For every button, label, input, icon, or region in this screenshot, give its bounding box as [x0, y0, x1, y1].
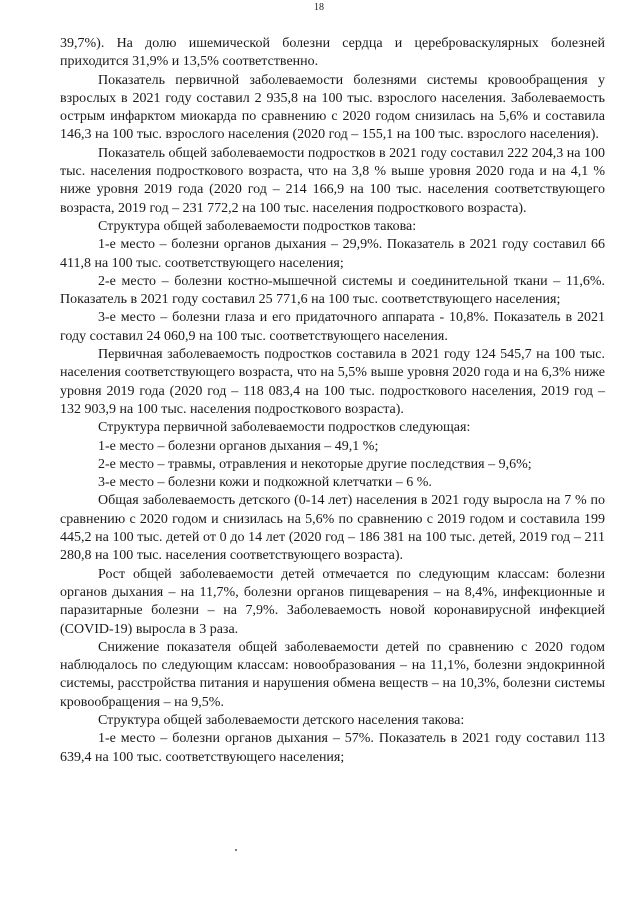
paragraph-adolescent-structure-heading: Структура общей заболеваемости подростков такова:: [98, 218, 417, 234]
paragraph-children-growth-classes: Рост общей заболеваемости детей отмечается по следующим классам: болезни органов дыхания – на 11,7%, болезни органов пищеварения – на 8,4%, инфекционные и паразитарные болезни – на 7,9%. Заболеваемость новой коронавирусной инфекцией (COVID-19) выросла в 3 раза.: [60, 566, 605, 637]
paragraph-circulatory-incidence: Показатель первичной заболеваемости болезнями системы кровообращения у взрослых в 2021 году составил 2 935,8 на 100 тыс. взрослого населения. Заболеваемость острым инфарктом миокарда по сравнению с 2020 годом снизилась на 5,6% и составила 146,3 на 100 тыс. взрослого населения (2020 год – 155,1 на 100 тыс. взрослого населения).: [60, 72, 605, 143]
paragraph-children-rank-1: 1-е место – болезни органов дыхания – 57%. Показатель в 2021 году составил 113 639,4 на 100 тыс. соответствующего населения;: [60, 731, 605, 765]
paragraph-continuation: 39,7%). На долю ишемической болезни сердца и цереброваскулярных болезней приходится 31,9% и 13,5% соответственно.: [60, 36, 605, 70]
paragraph-adolescent-rank-2: 2-е место – болезни костно-мышечной системы и соединительной ткани – 11,6%. Показатель в 2021 году составил 25 771,6 на 100 тыс. соответствующего населения;: [60, 273, 605, 308]
paragraph-primary-rank-3: 3-е место – болезни кожи и подкожной клетчатки – 6 %.: [98, 475, 432, 491]
paragraph-adolescent-rank-1: 1-е место – болезни органов дыхания – 29,9%. Показатель в 2021 году составил 66 411,8 на 100 тыс. соответствующего населения;: [60, 237, 605, 271]
paragraph-primary-rank-2: 2-е место – травмы, отравления и некоторые другие последствия – 9,6%;: [98, 456, 532, 472]
paragraph-primary-rank-1: 1-е место – болезни органов дыхания – 49,1 %;: [98, 438, 379, 454]
paragraph-adolescent-rank-3: 3-е место – болезни глаза и его придаточного аппарата - 10,8%. Показатель в 2021 году составил 24 060,9 на 100 тыс. соответствующего населения.: [60, 310, 605, 344]
paragraph-adolescent-primary-morbidity: Первичная заболеваемость подростков составила в 2021 году 124 545,7 на 100 тыс. населения соответствующего возраста, что на 5,5% выше уровня 2020 года и на 6,3% ниже уровня 2019 года (2020 год – 118 083,4 на 100 тыс. подросткового населения, 2019 год – 132 903,9 на 100 тыс. населения подросткового возраста).: [60, 347, 605, 417]
document-body: [60, 35, 605, 767]
paragraph-children-structure-heading: Структура общей заболеваемости детского населения такова:: [98, 712, 465, 728]
paragraph-primary-structure-heading: Структура первичной заболеваемости подростков следующая:: [98, 420, 471, 436]
paragraph-children-general-morbidity: Общая заболеваемость детского (0-14 лет) населения в 2021 году выросла на 7 % по сравнению с 2020 годом и снизилась на 5,6% по сравнению с 2019 годом и составила 199 445,2 на 100 тыс. детей от 0 до 14 лет (2020 год – 186 381 на 100 тыс. детей, 2019 год – 211 280,8 на 100 тыс. населения соответствующего возраста).: [60, 493, 605, 564]
paragraph-children-decline-classes: Снижение показателя общей заболеваемости детей по сравнению с 2020 годом наблюдалось по следующим классам: новообразования – на 11,1%, болезни эндокринной системы, расстройства питания и нарушения обмена веществ – на 10,3%, болезни системы кровообращения – на 9,5%.: [60, 639, 605, 710]
page-number: 18: [314, 2, 324, 13]
scan-speck: [235, 849, 237, 851]
paragraph-adolescent-general-morbidity: Показатель общей заболеваемости подростков в 2021 году составил 222 204,3 на 100 тыс. населения подросткового возраста, что на 3,8 % выше уровня 2020 года и на 4,1 % ниже уровня 2019 года (2020 год – 214 166,9 на 100 тыс. населения соответствующего возраста, 2019 год – 231 772,2 на 100 тыс. населения подросткового возраста).: [60, 145, 605, 216]
